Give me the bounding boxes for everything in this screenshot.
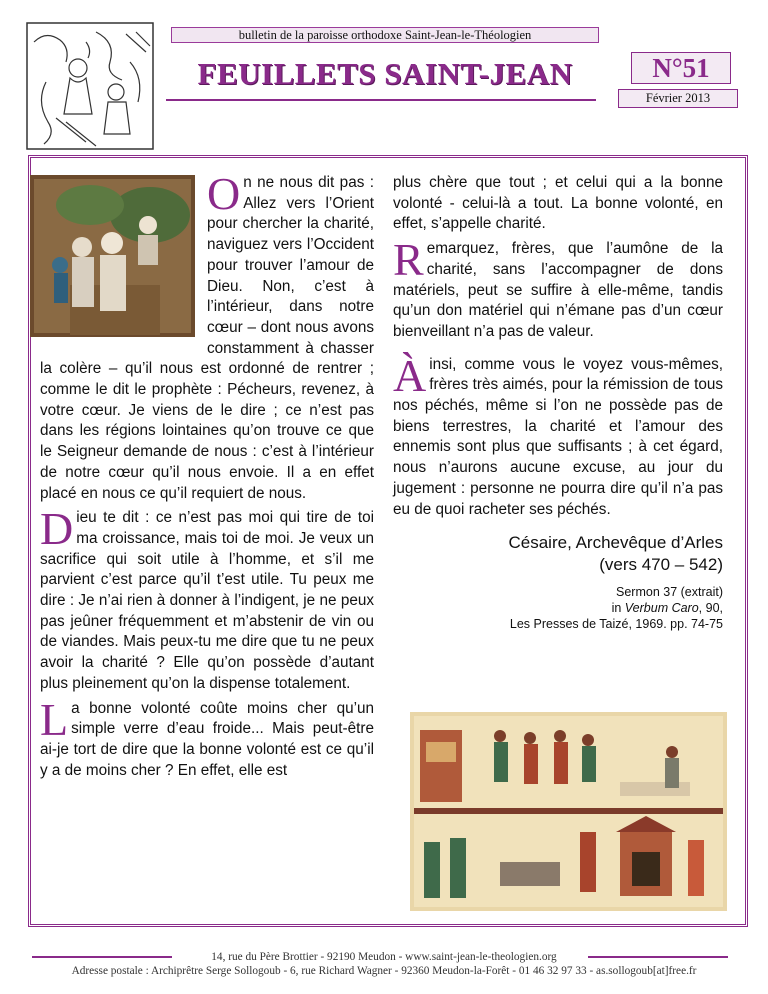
dropcap: O bbox=[207, 168, 241, 219]
paragraph-text: plus chère que tout ; et celui qui a la bonne volonté - celui-là a tout. La bonne volonté, en effet, s’appelle charité. bbox=[393, 174, 723, 233]
issue-date: Février 2013 bbox=[618, 89, 738, 108]
source-book: Verbum Caro bbox=[624, 601, 699, 616]
dropcap: R bbox=[393, 234, 424, 286]
footer bbox=[0, 950, 768, 978]
manuscript-illustration bbox=[410, 712, 727, 911]
paragraph-text: a bonne volonté coûte moins cher qu’un simple verre d’eau froide... Mais peut-être ai-je tort de dire que la bonne volonté est ce qu’il y a de moins cher ? En effet, elle est bbox=[40, 699, 374, 779]
parish-logo-drawing bbox=[26, 22, 154, 150]
title-underline bbox=[166, 99, 596, 101]
icon-illustration-saints bbox=[30, 175, 195, 337]
dropcap: À bbox=[393, 349, 427, 401]
author-attribution bbox=[393, 532, 723, 576]
source-reference bbox=[393, 584, 723, 632]
footer-postal-address: Adresse postale : Archiprêtre Serge Sollogoub - 6, rue Richard Wagner - 92360 Meudon-la-Forêt - 01 46 32 97 33 - as.sollogoub[at]free.fr bbox=[71, 965, 697, 977]
author-years: (vers 470 – 542) bbox=[599, 555, 723, 575]
paragraph-text: n ne nous dit pas : Allez vers l’Orient pour chercher la charité, naviguez vers l’Occident pour trouver l’amour de Dieu. Non, c’est à l’intérieur, dans notre cœur – dont nous avons constamment à chasser la colère – qu’il nous est ordonné de rentrer ; comme le dit le prophète : Pécheurs, revenez, à votre cœur. Je viens de le dire ; ce n’est pas dans les régions lointaines qu’on trouve ce que le Seigneur demande de nous : c’est à l’intérieur de notre cœur qu’il nous envoie. Il a en effet placé en nous ce qu’il requiert de nous. bbox=[40, 174, 374, 502]
dropcap: D bbox=[40, 503, 74, 555]
source-page: , 90, bbox=[698, 601, 723, 616]
article-column-right bbox=[393, 173, 723, 636]
source-sermon: Sermon 37 (extrait) bbox=[616, 585, 723, 600]
publication-title: FEUILLETS SAINT-JEAN bbox=[197, 56, 573, 91]
paragraph-text: ieu te dit : ce n’est pas moi qui tire de toi ma croissance, mais toi de moi. Je veux un sacrifice qui soit utile à l’homme, et s’il me parvient c’est parce qu’il t’est utile. Tu peux me dire : Je n’ai rien à donner à l’indigent, je ne peux pas jeûner fréquemment et m’abstenir de vin ou de viandes. Mais peux-tu me dire que tu ne peux avoir la charité ? Elle qu’on possède d’autant plus pleinement qu’on la dispense totalement. bbox=[40, 509, 374, 692]
dropcap: L bbox=[40, 693, 69, 745]
footer-address: 14, rue du Père Brottier - 92190 Meudon - www.saint-jean-le-theologien.org bbox=[211, 951, 557, 963]
source-publisher: Les Presses de Taizé, 1969. pp. 74-75 bbox=[509, 617, 723, 632]
paragraph-text: insi, comme vous le voyez vous-mêmes, frères très aimés, pour la rémission de tous nos péchés, même si l’on ne possède pas de biens terrestres, la charité et l’amour des ennemis sont plus que suffisants ; à cet égard, nous n’aurons aucune excuse, au jour du jugement : personne ne pourra dire qu’il n’a pas eu de quoi racheter ses péchés. bbox=[393, 355, 723, 518]
author-name: Césaire, Archevêque d’Arles bbox=[508, 533, 723, 553]
source-in: in bbox=[611, 601, 622, 616]
paragraph-text: emarquez, frères, que l’aumône de la charité, sans l’accompagner de dons matériels, peut se suffire à elle-même, tandis qu’un don matériel qui n’émane pas d’un cœur bienveillant n’a pas de valeur. bbox=[393, 240, 723, 340]
bulletin-tagline: bulletin de la paroisse orthodoxe Saint-Jean-le-Théologien bbox=[171, 27, 599, 43]
issue-number: N°51 bbox=[631, 52, 731, 84]
article-column-left bbox=[40, 168, 374, 785]
